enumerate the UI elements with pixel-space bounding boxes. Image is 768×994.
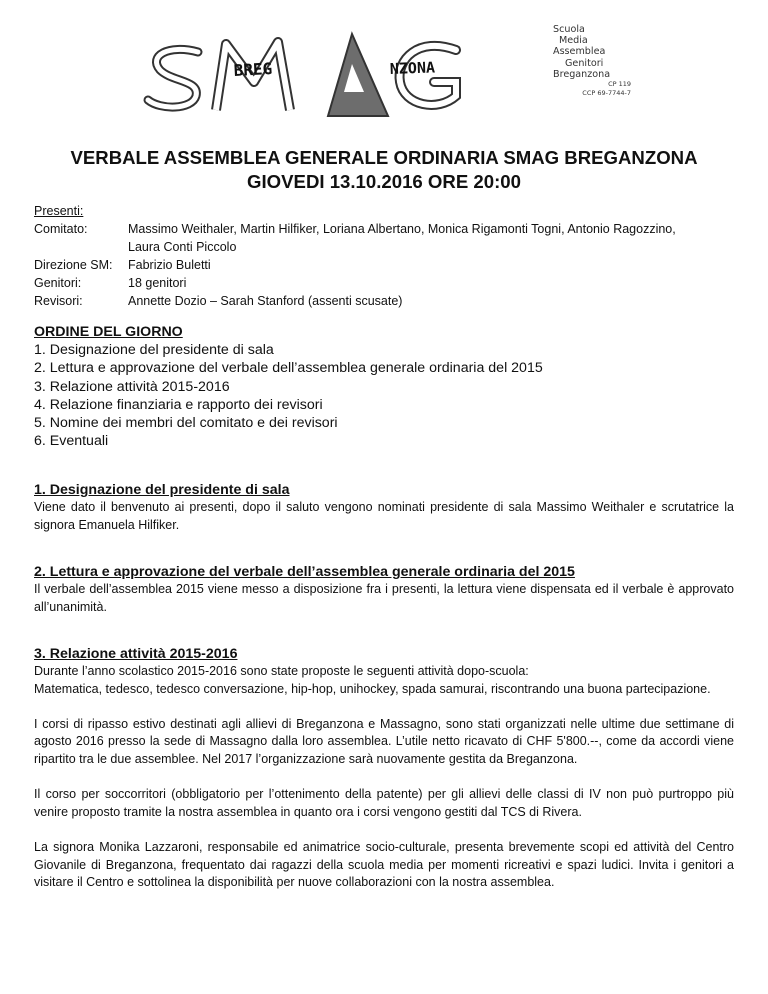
logo-side-text <box>553 24 643 98</box>
presenti-value: Fabrizio Buletti <box>128 258 211 272</box>
presenti-row <box>34 274 734 292</box>
presenti-heading: Presenti: <box>34 204 84 218</box>
document-title <box>0 146 768 194</box>
side-line-assemblea: Assemblea <box>553 46 606 58</box>
section-2-text: Il verbale dell’assemblea 2015 viene messo a disposizione fra i presenti, la lettura viene dispensata ed il verbale è approvato all’unanimità. <box>34 582 734 614</box>
presenti-label: Comitato: <box>34 222 88 236</box>
smag-logo-graphic <box>138 30 538 120</box>
presenti-label: Direzione SM: <box>34 258 113 272</box>
section-3-corsi-ripasso: I corsi di ripasso estivo destinati agli allievi di Breganzona e Massagno, sono stati organizzati nelle ultime due settimane di agosto 2016 presso la sede di Massagno dalla loro assemblea. L’utile netto ricavato di CHF 5'800.--, come da accordi viene ripartito tra le due assemblee. Nel 2017 l’organizzazione sarà nuovamente gestita da Breganzona. <box>34 716 734 766</box>
section-1 <box>34 481 734 534</box>
presenti-value-line: Laura Conti Piccolo <box>128 240 237 254</box>
side-ccp: CCP 69-7744-7 <box>582 89 631 98</box>
section-2-heading: 2. Lettura e approvazione del verbale dell’assemblea generale ordinaria del 2015 <box>34 564 575 580</box>
title-line-2: GIOVEDI 13.10.2016 ORE 20:00 <box>247 171 521 192</box>
logo-right-word: NZONA <box>389 58 436 78</box>
section-3-centro-giovanile: La signora Monika Lazzaroni, responsabile ed animatrice socio-culturale, presenta brevemente scopi ed attività del Centro Giovanile di Breganzona, frequentato dai ragazzi della scuola media per momenti ricreativi e spazi ludici. Invita i genitori a visitare il Centro e sottolinea la disponibilità per nuove collaborazioni con la nostra assemblea. <box>34 839 734 890</box>
presenti-value: Annette Dozio – Sarah Stanford (assenti scusate) <box>128 294 403 308</box>
side-line-media: Media <box>559 35 588 47</box>
presenti-label: Genitori: <box>34 276 82 290</box>
presenti-block <box>34 202 734 310</box>
presenti-value <box>128 220 734 256</box>
section-1-heading: 1. Designazione del presidente di sala <box>34 482 290 498</box>
side-line-genitori: Genitori <box>565 57 604 69</box>
section-3-intro: Durante l’anno scolastico 2015-2016 sono state proposte le seguenti attività dopo-scuola: <box>34 664 529 678</box>
side-cp: CP 119 <box>608 80 631 89</box>
logo-left-word: BREG <box>233 59 273 80</box>
section-3 <box>34 645 734 892</box>
presenti-row <box>34 256 734 274</box>
ordine-item: 4. Relazione finanziaria e rapporto dei revisori <box>34 396 323 413</box>
presenti-value: 18 genitori <box>128 276 187 290</box>
ordine-item: 6. Eventuali <box>34 433 109 450</box>
side-line-scuola: Scuola <box>553 24 585 35</box>
ordine-item: 5. Nomine dei membri del comitato e dei revisori <box>34 415 338 432</box>
presenti-label: Revisori: <box>34 294 83 308</box>
presenti-row <box>34 220 734 256</box>
section-3-corso-soccorritori: Il corso per soccorritori (obbligatorio per l’ottenimento della patente) per gli allievi delle classi di IV non può purtroppo più venire proposto tramite la nostra assemblea in quanto ora i corsi vengono gestiti dal TCS di Rivera. <box>34 787 734 819</box>
section-2 <box>34 563 734 616</box>
presenti-row <box>34 292 734 310</box>
title-line-1: VERBALE ASSEMBLEA GENERALE ORDINARIA SMAG BREGANZONA <box>70 147 698 168</box>
side-line-breganzona: Breganzona <box>553 68 611 80</box>
ordine-item: 3. Relazione attività 2015-2016 <box>34 378 230 395</box>
ordine-item: 2. Lettura e approvazione del verbale dell’assemblea generale ordinaria del 2015 <box>34 360 543 377</box>
smag-logo <box>138 30 538 120</box>
presenti-value-line: Massimo Weithaler, Martin Hilfiker, Loriana Albertano, Monica Rigamonti Togni, Antonio Ragozzino, <box>128 222 676 236</box>
ordine-del-giorno <box>34 323 734 450</box>
section-3-heading: 3. Relazione attività 2015-2016 <box>34 646 238 662</box>
section-1-text: Viene dato il benvenuto ai presenti, dopo il saluto vengono nominati presidente di sala Massimo Weithaler e scrutatrice la signora Emanuela Hilfiker. <box>34 500 734 532</box>
section-3-activities: Matematica, tedesco, tedesco conversazione, hip-hop, unihockey, spada samurai, riscontrando una buona partecipazione. <box>34 681 711 696</box>
ordine-heading: ORDINE DEL GIORNO <box>34 324 183 340</box>
ordine-item: 1. Designazione del presidente di sala <box>34 342 274 359</box>
